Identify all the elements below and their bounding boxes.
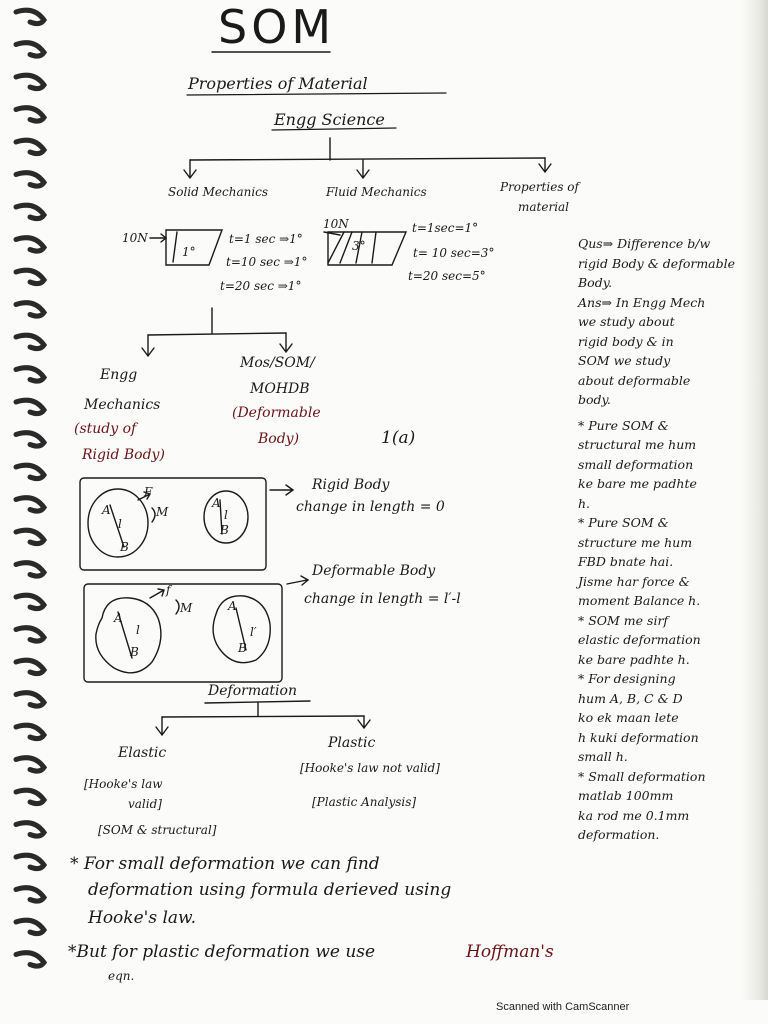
side-note: ke bare me padhte	[578, 476, 697, 491]
side-note: h.	[578, 495, 591, 511]
spiral-ring	[16, 758, 44, 771]
spiral-ring	[16, 920, 44, 933]
spiral-ring	[16, 303, 44, 316]
side-note: rigid Body & deformable	[578, 255, 736, 271]
side-note: structure me hum	[578, 534, 693, 550]
side-note: structural me hum	[578, 437, 697, 452]
spiral-ring	[16, 790, 44, 803]
rigid-label: Rigid Body	[312, 477, 390, 493]
spiral-ring	[16, 628, 44, 641]
rigid-change: change in length = 0	[296, 499, 445, 515]
deformable-change: change in length = l′-l	[304, 591, 461, 607]
deform-M: M	[180, 601, 193, 615]
deform-A2: A	[228, 599, 237, 613]
side-note: Jisme har force &	[578, 573, 690, 589]
spiral-ring	[16, 108, 44, 121]
side-note: we study about	[578, 314, 675, 329]
bottom-note-hoffman: Hoffman's	[466, 942, 554, 962]
elastic-note-1: [Hooke's law	[84, 777, 163, 791]
branch-solid-mechanics: Solid Mechanics	[168, 185, 269, 199]
rigid-l2: l	[224, 508, 228, 522]
spiral-ring	[16, 530, 44, 543]
solid-line-1: t=1 sec ⇒1°	[229, 232, 303, 246]
spiral-ring	[16, 10, 44, 23]
figure-label: 1(a)	[381, 428, 416, 448]
spiral-ring	[16, 335, 44, 348]
bottom-note-4: *But for plastic deformation we use	[68, 942, 376, 962]
spiral-ring	[16, 400, 44, 413]
spiral-ring	[16, 270, 44, 283]
plastic-note-2: [Plastic Analysis]	[312, 795, 417, 809]
spiral-ring	[16, 140, 44, 153]
deformation-title: Deformation	[208, 683, 297, 699]
spiral-ring	[16, 693, 44, 706]
side-note: SOM we study	[578, 353, 671, 368]
engg-mech-4: Rigid Body)	[82, 447, 165, 463]
side-note: * For designing	[578, 671, 676, 686]
spiral-ring	[16, 823, 44, 836]
rigid-A2: A	[212, 496, 221, 510]
rigid-B2: B	[220, 523, 229, 537]
solid-force-label: 10N	[122, 231, 148, 245]
rigid-B: B	[120, 540, 129, 554]
spiral-ring	[16, 205, 44, 218]
fluid-line-2: t= 10 sec=3°	[413, 246, 495, 260]
branch-fluid-mechanics: Fluid Mechanics	[326, 185, 427, 199]
spiral-ring	[16, 43, 44, 56]
plastic-note-1: [Hooke's law not valid]	[300, 761, 440, 775]
spiral-ring	[16, 498, 44, 511]
branch-properties: Properties of	[500, 180, 579, 194]
bottom-note-3: Hooke's law.	[88, 908, 196, 928]
bottom-note-eqn: eqn.	[108, 969, 135, 983]
side-note: * SOM me sirf	[578, 612, 669, 628]
solid-line-3: t=20 sec ⇒1°	[220, 279, 302, 293]
side-note: about deformable	[578, 372, 691, 388]
fluid-line-1: t=1sec=1°	[412, 221, 479, 235]
side-note: small deformation	[578, 456, 694, 472]
som-3: (Deformable	[232, 405, 321, 421]
side-note: ko ek maan lete	[578, 710, 679, 725]
side-note: small h.	[578, 749, 628, 764]
fluid-line-3: t=20 sec=5°	[408, 269, 486, 283]
elastic-note-2: valid]	[128, 797, 162, 811]
bottom-note-1: * For small deformation we can find	[70, 854, 380, 874]
side-note: rigid body & in	[578, 333, 674, 349]
spiral-ring	[16, 595, 44, 608]
side-note: moment Balance h.	[578, 593, 701, 608]
deform-B: B	[130, 645, 139, 659]
elastic-note-3: [SOM & structural]	[98, 823, 217, 837]
subtitle: Properties of Material	[188, 74, 368, 93]
som-2: MOHDB	[250, 381, 310, 397]
side-note: elastic deformation	[578, 632, 701, 647]
deform-A: A	[114, 611, 123, 625]
side-note: deformation.	[578, 827, 660, 842]
page-title: SOM	[218, 0, 336, 54]
deform-lp: l′	[250, 625, 257, 639]
root-node: Engg Science	[274, 110, 385, 129]
fluid-force-label: 10N	[323, 217, 349, 231]
side-note: * Pure SOM &	[578, 515, 669, 530]
engg-mech-3: (study of	[74, 421, 137, 437]
solid-angle: 1°	[182, 245, 196, 259]
side-note: matlab 100mm	[578, 788, 674, 803]
deform-f: f	[166, 583, 171, 597]
spiral-ring	[16, 660, 44, 673]
scanner-watermark: Scanned with CamScanner	[496, 1001, 630, 1013]
side-note: hum A, B, C & D	[578, 690, 683, 706]
solid-line-2: t=10 sec ⇒1°	[226, 255, 308, 269]
som-4: Body)	[258, 431, 300, 447]
engg-mech-1: Engg	[100, 367, 138, 383]
side-notes	[578, 238, 748, 849]
deformable-label: Deformable Body	[312, 563, 436, 579]
side-note: ka rod me 0.1mm	[578, 807, 690, 823]
elastic-label: Elastic	[118, 745, 167, 761]
spiral-ring	[16, 563, 44, 576]
spiral-binding	[0, 0, 60, 1000]
deform-l: l	[136, 623, 140, 637]
engg-mech-2: Mechanics	[84, 397, 161, 413]
rigid-A: A	[102, 503, 111, 517]
side-note: Body.	[578, 275, 613, 290]
bottom-note-2: deformation using formula derieved using	[88, 880, 452, 900]
spiral-ring	[16, 953, 44, 966]
rigid-l: l	[118, 517, 122, 531]
side-note: Qus⇒ Difference b/w	[578, 236, 711, 251]
side-note: FBD bnate hai.	[578, 554, 674, 569]
side-note: h kuki deformation	[578, 729, 699, 745]
som-1: Mos/SOM/	[240, 355, 315, 371]
side-note: ke bare padhte h.	[578, 651, 690, 667]
spiral-ring	[16, 75, 44, 88]
spiral-ring	[16, 173, 44, 186]
spiral-ring	[16, 368, 44, 381]
rigid-M: M	[156, 505, 169, 519]
side-note: * Small deformation	[578, 768, 706, 784]
plastic-label: Plastic	[328, 735, 376, 751]
side-note: * Pure SOM &	[578, 417, 669, 433]
deform-B2: B	[238, 641, 247, 655]
rigid-F: F	[144, 485, 153, 499]
side-note: Ans⇒ In Engg Mech	[578, 294, 706, 310]
fluid-angle: 3°	[352, 239, 366, 253]
spiral-ring	[16, 465, 44, 478]
spiral-ring	[16, 855, 44, 868]
spiral-ring	[16, 725, 44, 738]
side-note: body.	[578, 392, 611, 407]
branch-material: material	[518, 200, 570, 214]
spiral-ring	[16, 433, 44, 446]
spiral-ring	[16, 238, 44, 251]
spiral-ring	[16, 888, 44, 901]
